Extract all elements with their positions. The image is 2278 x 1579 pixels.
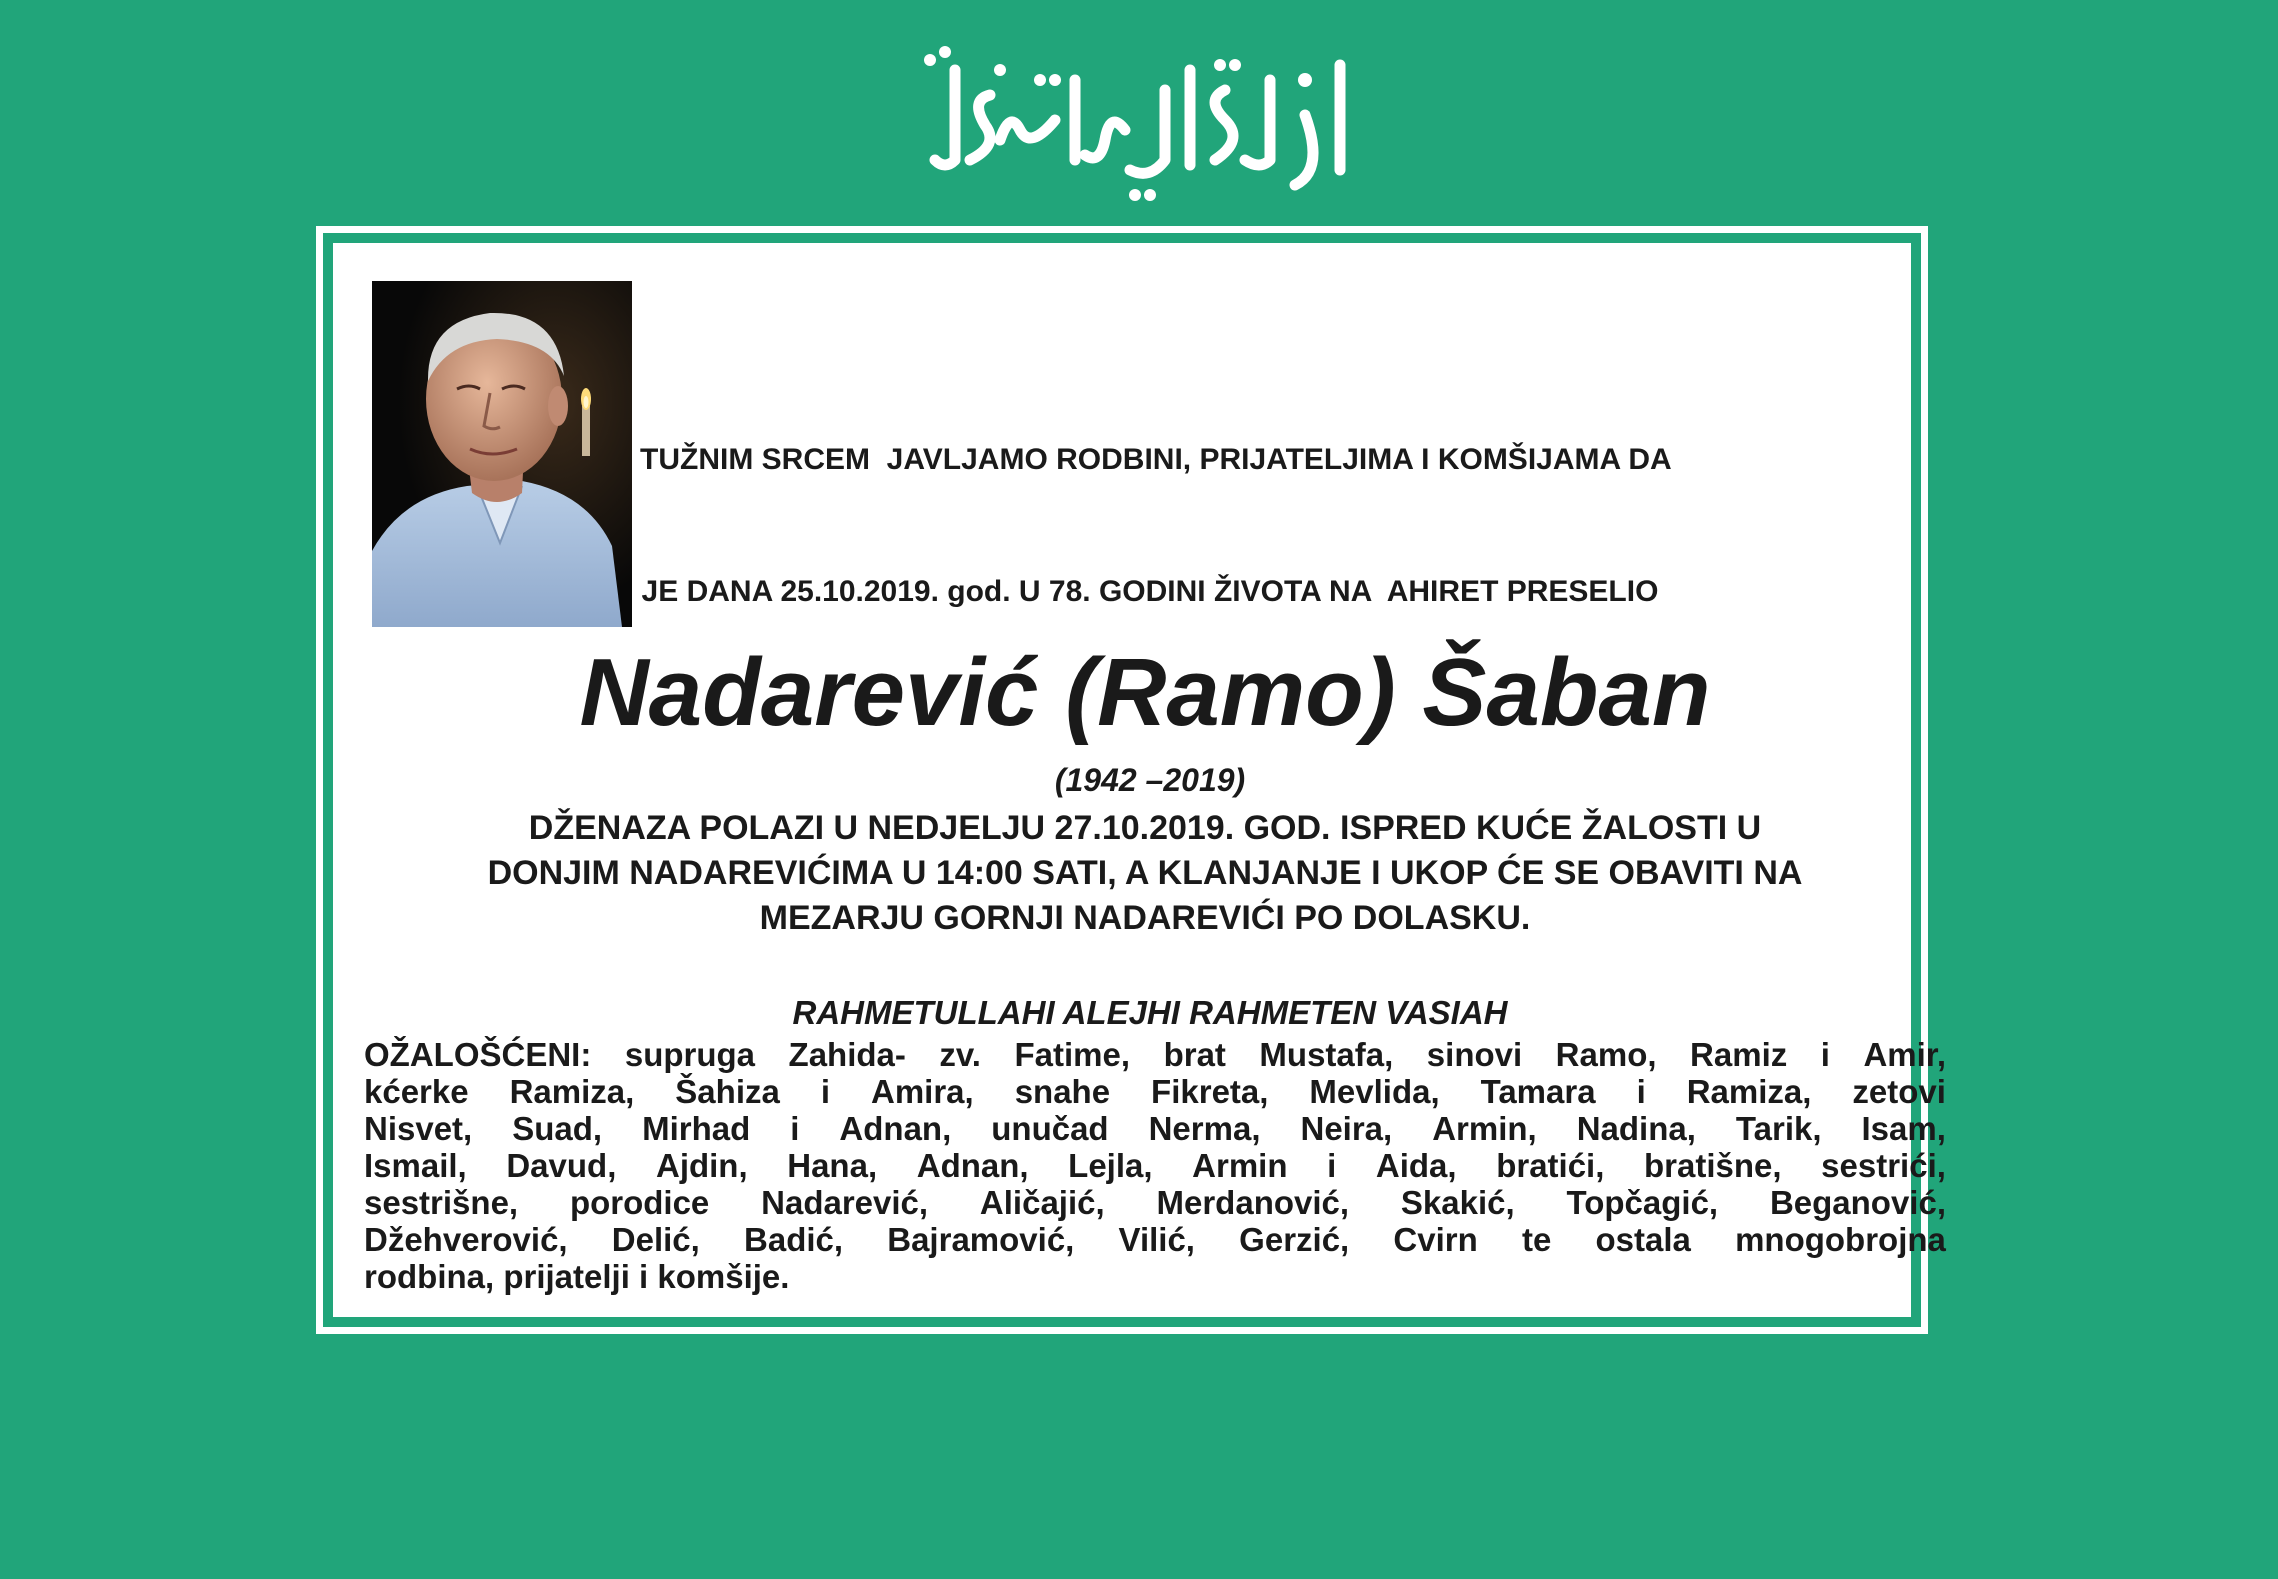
mourner-word: Nerma, <box>1148 1110 1261 1147</box>
mourners-line <box>364 1184 1946 1221</box>
mourner-word: te <box>1521 1221 1552 1258</box>
mourners-line: rodbina, prijatelji i komšije. <box>364 1258 790 1295</box>
mourner-word: kćerke <box>364 1073 469 1110</box>
mourner-word: OŽALOŠĆENI: <box>364 1036 592 1073</box>
mourner-word: sestrišne, <box>364 1184 519 1221</box>
mourner-word: i <box>790 1110 800 1147</box>
mourner-word: Skakić, <box>1400 1184 1515 1221</box>
mourner-word: Armin, <box>1432 1110 1537 1147</box>
mourner-word: Beganović, <box>1769 1184 1946 1221</box>
mourner-word: Mevlida, <box>1309 1073 1440 1110</box>
mourner-word: sinovi <box>1426 1036 1523 1073</box>
mourner-word: Mirhad <box>642 1110 751 1147</box>
portrait-photo-icon <box>372 281 632 627</box>
mourner-word: i <box>1636 1073 1646 1110</box>
mourner-word: Armin <box>1192 1147 1288 1184</box>
mourner-word: Fikreta, <box>1151 1073 1269 1110</box>
mourner-word: Lejla, <box>1068 1147 1153 1184</box>
mourner-word: Hana, <box>787 1147 878 1184</box>
mourner-word: unučad <box>991 1110 1109 1147</box>
funeral-line-3: MEZARJU GORNJI NADAREVIĆI PO DOLASKU. <box>759 899 1531 937</box>
mourner-word: Isam, <box>1861 1110 1946 1147</box>
life-years: (1942 –2019) <box>1054 762 1246 798</box>
mourner-word: Nisvet, <box>364 1110 473 1147</box>
mourner-word: snahe <box>1014 1073 1111 1110</box>
mourner-word: Topčagić, <box>1566 1184 1719 1221</box>
mourner-word: brat <box>1163 1036 1226 1073</box>
dua-text: RAHMETULLAHI ALEJHI RAHMETEN VASIAH <box>792 994 1508 1031</box>
mourner-word: Davud, <box>506 1147 617 1184</box>
mourner-word: Ramiza, <box>1686 1073 1812 1110</box>
mourner-word: mnogobrojna <box>1735 1221 1946 1258</box>
deceased-name: Nadarević (Ramo) Šaban <box>579 639 1711 746</box>
mourner-word: Neira, <box>1300 1110 1393 1147</box>
mourner-word: bratići, <box>1496 1147 1605 1184</box>
mourners-line <box>364 1110 1946 1147</box>
mourner-word: zv. <box>939 1036 981 1073</box>
intro-line-1: TUŽNIM SRCEM JAVLJAMO RODBINI, PRIJATELJIMA I KOMŠIJAMA DA <box>640 443 1672 476</box>
mourner-word: Aida, <box>1375 1147 1457 1184</box>
funeral-details <box>380 806 1910 941</box>
mourner-word: i <box>820 1073 830 1110</box>
mourner-word: Amir, <box>1863 1036 1946 1073</box>
mourner-word: Džehverović, <box>364 1221 568 1258</box>
mourners-line <box>364 1036 1946 1073</box>
mourners-list <box>364 1036 1946 1295</box>
mourner-word: Adnan, <box>916 1147 1029 1184</box>
mourner-word: Ajdin, <box>655 1147 748 1184</box>
mourner-word: porodice <box>569 1184 710 1221</box>
mourner-word: Merdanović, <box>1156 1184 1350 1221</box>
mourner-word: Adnan, <box>839 1110 952 1147</box>
intro-announcement <box>640 350 1672 658</box>
mourner-word: Fatime, <box>1014 1036 1131 1073</box>
mourner-word: Suad, <box>512 1110 603 1147</box>
mourner-word: Badić, <box>744 1221 844 1258</box>
mourners-line <box>364 1073 1946 1110</box>
intro-line-2: JE DANA 25.10.2019. god. U 78. GODINI ŽIVOTA NA AHIRET PRESELIO <box>641 575 1659 608</box>
mourner-word: Ismail, <box>364 1147 467 1184</box>
mourner-word: Aličajić, <box>979 1184 1105 1221</box>
mourner-word: Nadina, <box>1576 1110 1696 1147</box>
mourner-word: supruga <box>624 1036 756 1073</box>
mourners-line <box>364 1221 1946 1258</box>
mourner-word: Delić, <box>611 1221 700 1258</box>
mourner-word: Amira, <box>870 1073 974 1110</box>
mourner-word: sestrići, <box>1821 1147 1946 1184</box>
arabic-calligraphy-icon <box>900 20 1380 210</box>
mourner-word: Zahida- <box>788 1036 906 1073</box>
mourner-word: Mustafa, <box>1259 1036 1394 1073</box>
funeral-line-1: DŽENAZA POLAZI U NEDJELJU 27.10.2019. GOD. ISPRED KUĆE ŽALOSTI U <box>528 809 1762 847</box>
mourner-word: Tamara <box>1480 1073 1596 1110</box>
mourner-word: i <box>1820 1036 1830 1073</box>
mourner-word: Ramiz <box>1690 1036 1788 1073</box>
mourner-word: ostala <box>1595 1221 1691 1258</box>
mourner-word: Tarik, <box>1735 1110 1822 1147</box>
mourner-word: Gerzić, <box>1239 1221 1350 1258</box>
mourner-word: Šahiza <box>675 1073 780 1110</box>
mourner-word: Cvirn <box>1393 1221 1478 1258</box>
mourner-word: Nadarević, <box>761 1184 929 1221</box>
mourner-word: Bajramović, <box>887 1221 1075 1258</box>
mourners-line <box>364 1147 1946 1184</box>
mourner-word: zetovi <box>1852 1073 1946 1110</box>
mourner-word: Ramo, <box>1555 1036 1657 1073</box>
funeral-line-2: DONJIM NADAREVIĆIMA U 14:00 SATI, A KLANJANJE I UKOP ĆE SE OBAVITI NA <box>487 854 1803 892</box>
mourner-word: Vilić, <box>1118 1221 1195 1258</box>
mourner-word: bratišne, <box>1644 1147 1782 1184</box>
mourner-word: Ramiza, <box>509 1073 635 1110</box>
mourner-word: i <box>1327 1147 1337 1184</box>
